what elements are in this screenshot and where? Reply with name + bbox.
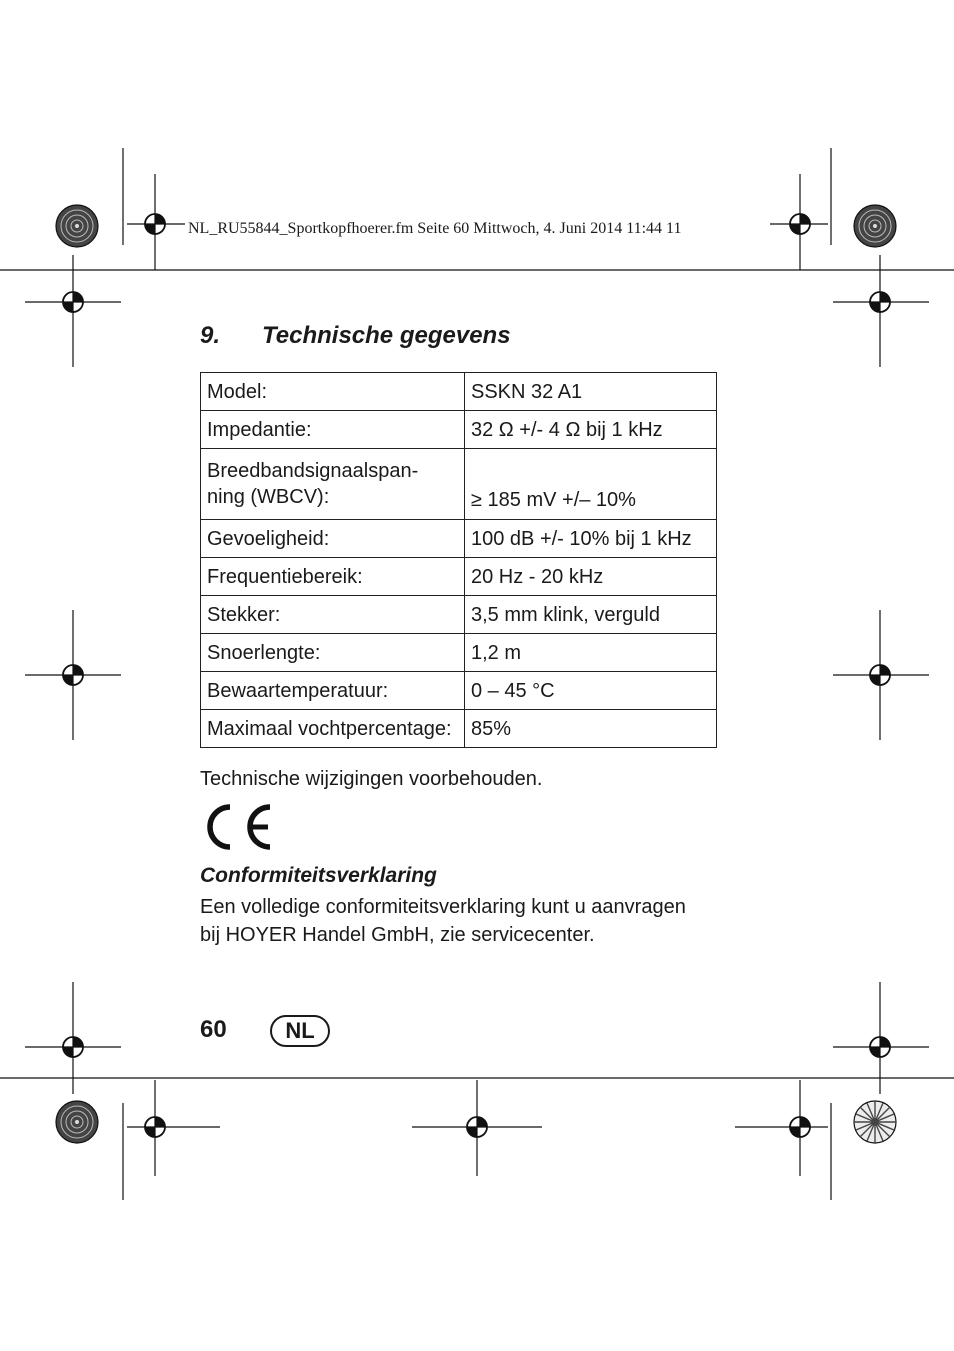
spec-label: Stekker: [201,596,465,634]
table-row [201,411,717,449]
technical-changes-note: Technische wijzigingen voorbehouden. [200,768,543,790]
table-row [201,596,717,634]
conformity-line: bij HOYER Handel GmbH, zie servicecenter. [200,924,595,946]
spec-label-line: Breedbandsignaalspan- [207,460,419,482]
table-row [201,558,717,596]
spec-value: ≥ 185 mV +/– 10% [465,449,717,520]
spec-table [200,372,717,748]
spec-value: 32 Ω +/- 4 Ω bij 1 kHz [465,411,717,449]
spec-label-line: ning (WBCV): [207,486,330,508]
spec-value: 1,2 m [465,634,717,672]
conformity-text [200,893,730,949]
table-row [201,634,717,672]
spec-label: Maximaal vochtpercentage: [201,710,465,748]
conformity-heading: Conformiteitsverklaring [200,864,437,887]
spec-value: 85% [465,710,717,748]
ce-mark-icon [200,802,274,852]
spec-label: Bewaartemperatuur: [201,672,465,710]
page-number: 60 [200,1016,227,1043]
spec-value: 0 – 45 °C [465,672,717,710]
table-row [201,520,717,558]
spec-value: 100 dB +/- 10% bij 1 kHz [465,520,717,558]
language-badge: NL [270,1015,330,1047]
spec-value: SSKN 32 A1 [465,373,717,411]
spec-label: Frequentiebereik: [201,558,465,596]
print-file-info: NL_RU55844_Sportkopfhoerer.fm Seite 60 Mittwoch, 4. Juni 2014 11:44 11 [188,220,682,237]
spec-label: Model: [201,373,465,411]
conformity-line: Een volledige conformiteitsverklaring kunt u aanvragen [200,896,686,918]
spec-label: Snoerlengte: [201,634,465,672]
spec-label: Gevoeligheid: [201,520,465,558]
spec-value: 3,5 mm klink, verguld [465,596,717,634]
table-row [201,672,717,710]
table-row [201,373,717,411]
section-number: 9. [200,322,221,349]
spec-label: Impedantie: [201,411,465,449]
table-row [201,710,717,748]
spec-value: 20 Hz - 20 kHz [465,558,717,596]
section-title: Technische gegevens [262,322,511,349]
section-heading [200,322,511,350]
spec-label [201,449,465,520]
table-row [201,449,717,520]
